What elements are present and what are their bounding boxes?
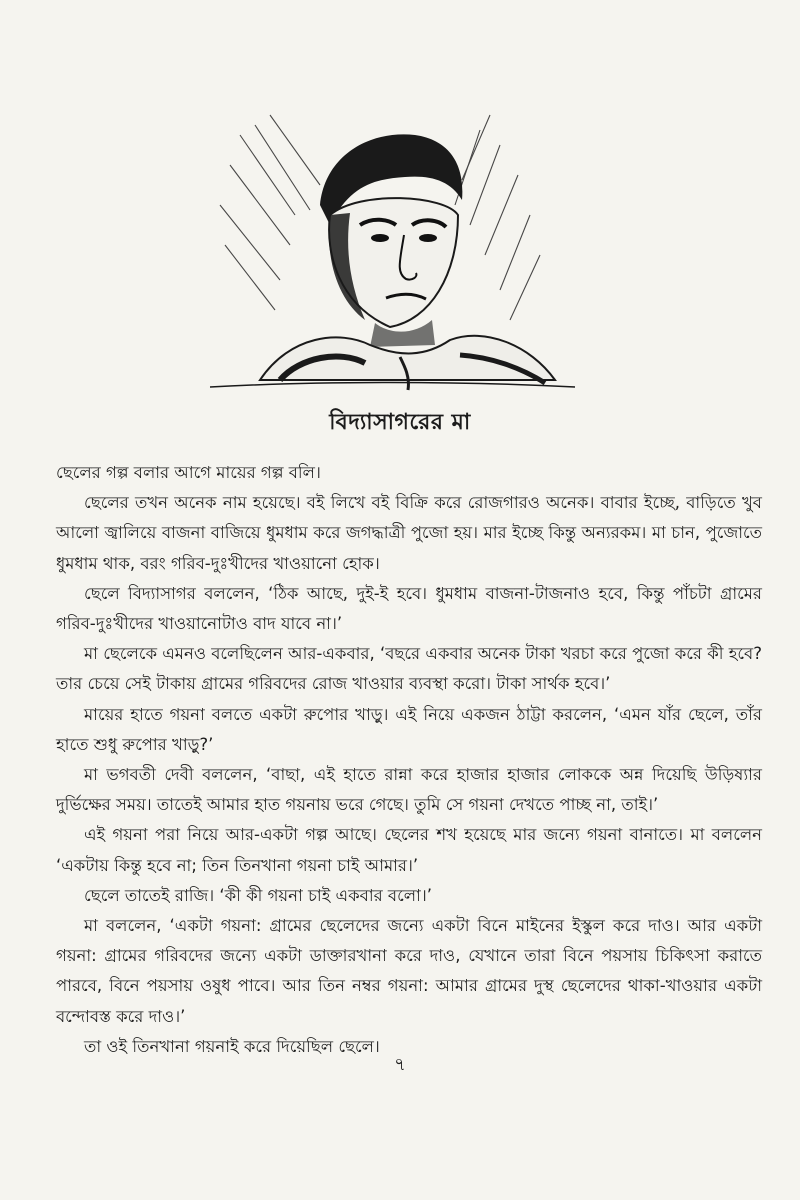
portrait-illustration [200, 95, 580, 395]
page-number: ৭ [394, 1054, 406, 1075]
paragraph: তা ওই তিনখানা গয়নাই করে দিয়েছিল ছেলে। [84, 1036, 380, 1056]
paragraph: মা ছেলেকে এমনও বলেছিলেন আর-একবার, ‘বছরে একবার অনেক টাকা খরচা করে পুজো করে কী হবে? তার চেয়ে সেই টাকায় গ্রামের গরিবদের রোজ খাওয়ার ব্যবস্থা করো। টাকা সার্থক হবে।’ [56, 644, 762, 694]
paragraph: ছেলের তখন অনেক নাম হয়েছে। বই লিখে বই বিক্রি করে রোজগারও অনেক। বাবার ইচ্ছে, বাড়িতে খুব আলো জ্বালিয়ে বাজনা বাজিয়ে ধুমধাম করে জগদ্ধাত্রী পুজো হয়। মার ইচ্ছে কিন্তু অন্যরকম। মা চান, পুজোতে ধুমধাম থাক, বরং গরিব-দুঃখীদের খাওয়ানো হোক। [56, 493, 762, 573]
body-text [56, 458, 762, 1062]
paragraph: ছেলে বিদ্যাসাগর বললেন, ‘ঠিক আছে, দুই-ই হবে। ধুমধাম বাজনা-টাজনাও হবে, কিন্তু পাঁচটা গ্রামের গরিব-দুঃখীদের খাওয়ানোটাও বাদ যাবে না।’ [56, 583, 762, 634]
paragraph: ছেলের গল্প বলার আগে মায়ের গল্প বলি। [56, 463, 321, 482]
paragraph: এই গয়না পরা নিয়ে আর-একটা গল্প আছে। ছেলের শখ হয়েছে মার জন্যে গয়না বানাতে। মা বললেন ‘একটায় কিন্তু হবে না; তিন তিনখানা গয়না চাই আমার।’ [56, 825, 762, 875]
paragraph: মা ভগবতী দেবী বললেন, ‘বাছা, এই হাতে রান্না করে হাজার হাজার লোককে অন্ন দিয়েছি উড়িষ্যার দুর্ভিক্ষের সময়। তাতেই আমার হাত গয়নায় ভরে গেছে। তুমি সে গয়না দেখতে পাচ্ছ না, তাই।’ [56, 765, 762, 815]
paragraph: ছেলে তাতেই রাজি। ‘কী কী গয়না চাই একবার বলো।’ [84, 885, 432, 905]
paragraph: মায়ের হাতে গয়না বলতে একটা রুপোর খাড়ু। এই নিয়ে একজন ঠাট্টা করলেন, ‘এমন যাঁর ছেলে, তাঁর হাতে শুধু রুপোর খাড়ু?’ [56, 704, 762, 754]
paragraph: মা বললেন, ‘একটা গয়না: গ্রামের ছেলেদের জন্যে একটা বিনে মাইনের ইস্কুল করে দাও। আর একটা গয়না: গ্রামের গরিবদের জন্যে একটা ডাক্তারখানা করে দাও, যেখানে তারা বিনে পয়সায় চিকিৎসা করাতে পারবে, বিনে পয়সায় ওষুধ পাবে। আর তিন নম্বর গয়না: আমার গ্রামের দুস্থ ছেলেদের থাকা-খাওয়ার একটা বন্দোবস্ত করে দাও।’ [56, 916, 762, 1026]
chapter-title: বিদ্যাসাগরের মা [329, 410, 471, 435]
